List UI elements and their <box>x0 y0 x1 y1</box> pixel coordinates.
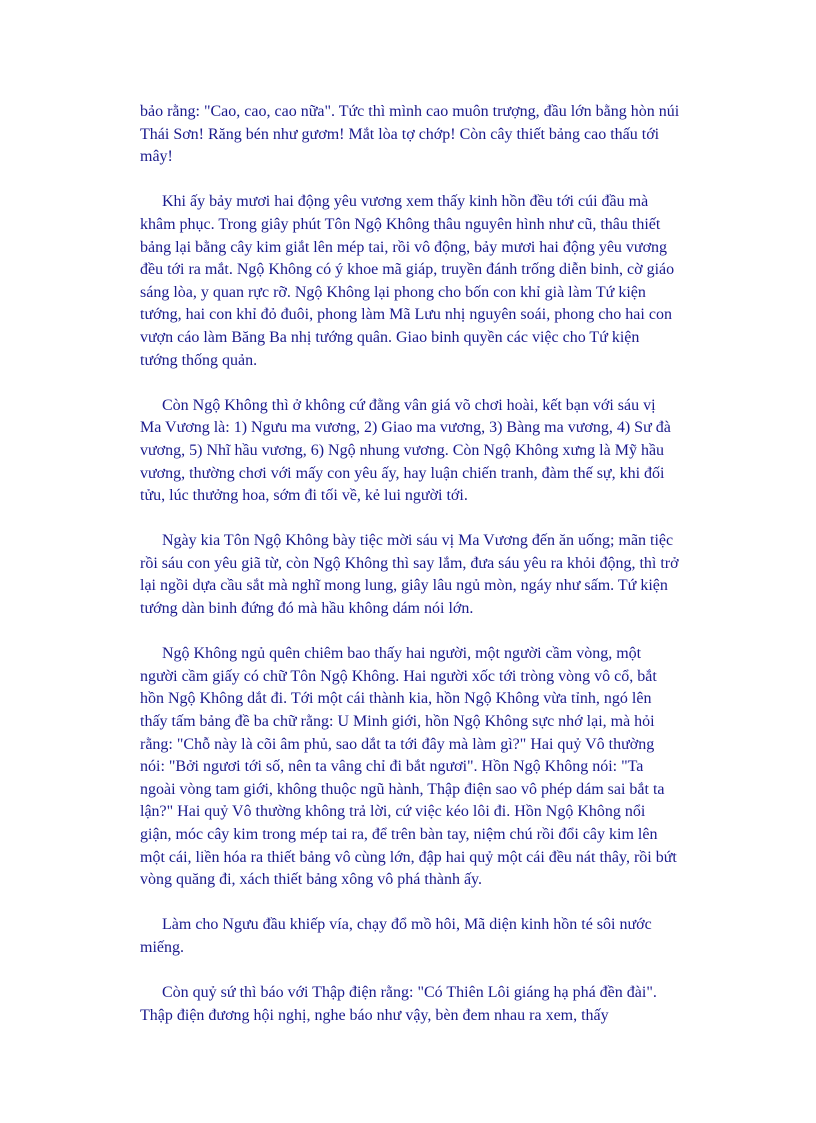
paragraph-6: Làm cho Ngưu đầu khiếp vía, chạy đổ mồ hôi, Mã diện kinh hồn té sôi nước miếng. <box>140 916 652 956</box>
paragraph-3: Còn Ngộ Không thì ở không cứ đằng vân giá võ chơi hoài, kết bạn với sáu vị Ma Vương là: 1) Ngưu ma vương, 2) Giao ma vương, 3) Bàng ma vương, 4) Sư đà vương, 5) Nhĩ hầu vương, 6) Ngộ nhung vương. Còn Ngộ Không xưng là Mỹ hầu vương, thường chơi với mấy con yêu ấy, hay luận chiến tranh, đàm thế sự, khi đối tửu, lúc thưởng hoa, sớm đi tối về, kẻ lui người tới. <box>140 396 671 505</box>
paragraph-1: bảo rằng: "Cao, cao, cao nữa". Tức thì mình cao muôn trượng, đầu lớn bằng hòn núi Thái Sơn! Răng bén như gươm! Mắt lòa tợ chớp! Còn cây thiết bảng cao thấu tới mây! <box>140 103 680 166</box>
paragraph-5: Ngộ Không ngủ quên chiêm bao thấy hai người, một người cầm vòng, một người cầm giấy có chữ Tôn Ngộ Không. Hai người xốc tới tròng vòng vô cổ, bắt hồn Ngộ Không dắt đi. Tới một cái thành kia, hồn Ngộ Không vừa tỉnh, ngó lên thấy tấm bảng đề ba chữ rằng: U Minh giới, hồn Ngộ Không sực nhớ lại, mà hỏi rằng: "Chỗ này là cõi âm phủ, sao dắt ta tới đây mà làm gì?" Hai quỷ Vô thường nói: "Bởi ngươi tới số, nên ta vâng chỉ đi bắt ngươi". Hồn Ngộ Không nói: "Ta ngoài vòng tam giới, không thuộc ngũ hành, Thập điện sao vô phép dám sai bắt ta lận?" Hai quỷ Vô thường không trả lời, cứ việc kéo lôi đi. Hồn Ngộ Không nổi giận, móc cây kim trong mép tai ra, để trên bàn tay, niệm chú rồi đổi cây kim lên một cái, liền hóa ra thiết bảng vô cùng lớn, đập hai quỷ một cái đều nát thây, rồi bứt vòng quăng đi, xách thiết bảng xông vô phá thành ấy. <box>140 645 677 889</box>
paragraph-7: Còn quỷ sứ thì báo với Thập điện rằng: "Có Thiên Lôi giáng hạ phá đền đài". Thập điện đương hội nghị, nghe báo như vậy, bèn đem nhau ra xem, thấy <box>140 984 657 1024</box>
paragraph-4: Ngày kia Tôn Ngộ Không bày tiệc mời sáu vị Ma Vương đến ăn uống; mãn tiệc rồi sáu con yêu giã từ, còn Ngộ Không thì say lắm, đưa sáu yêu ra khỏi động, thì trở lại ngồi dựa cầu sắt mà nghĩ mong lung, giây lâu ngủ mòn, ngáy như sấm. Tứ kiện tướng dàn binh đứng đó mà hầu không dám nói lớn. <box>140 532 679 618</box>
document-page <box>140 101 680 1050</box>
paragraph-2: Khi ấy bảy mươi hai động yêu vương xem thấy kinh hồn đều tới cúi đầu mà khâm phục. Trong giây phút Tôn Ngộ Không thâu nguyên hình như cũ, thâu thiết bảng lại bằng cây kim giắt lên mép tai, rồi vô động, bảy mươi hai động yêu vương đều tới ra mắt. Ngộ Không có ý khoe mã giáp, truyền đánh trống diễn binh, cờ giáo sáng lòa, y quan rực rỡ. Ngộ Không lại phong cho bốn con khỉ già làm Tứ kiện tướng, hai con khỉ đỏ đuôi, phong làm Mã Lưu nhị nguyên soái, phong cho hai con vượn cáo làm Băng Ba nhị tướng quân. Giao binh quyền các việc cho Tứ kiện tướng thống quản. <box>140 193 675 369</box>
